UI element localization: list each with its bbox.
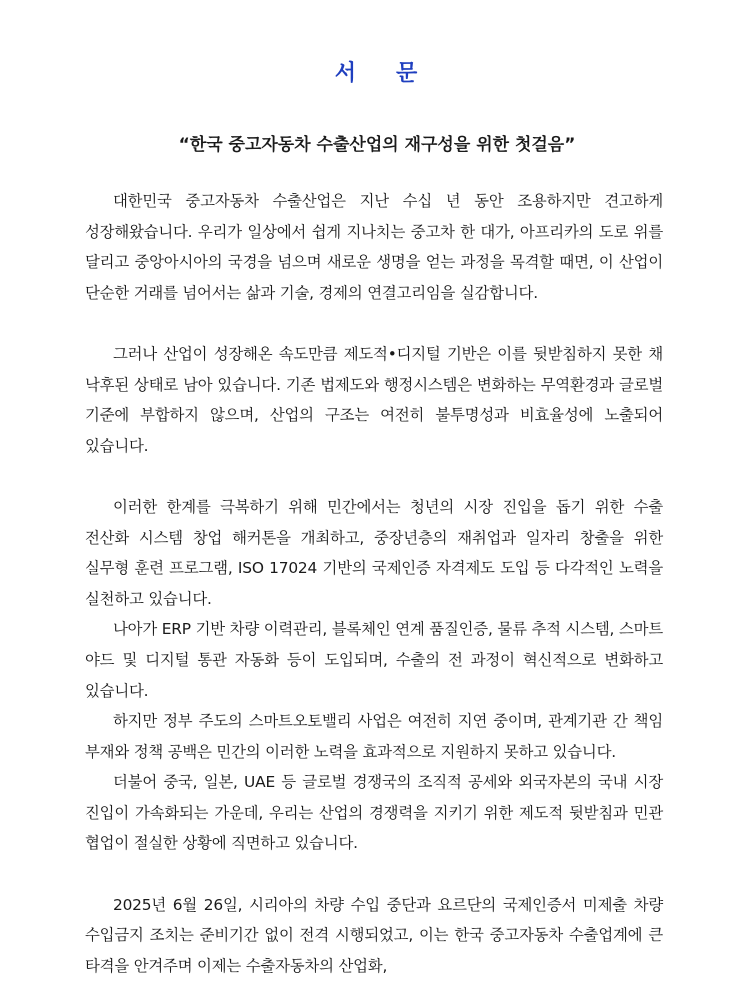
paragraph-intro: 대한민국 중고자동차 수출산업은 지난 수십 년 동안 조용하지만 견고하게 성장해왔습니다. 우리가 일상에서 쉽게 지나치는 중고차 한 대가, 아프리카의 도로 위를 달리고 중앙아시아의 국경을 넘으며 새로운 생명을 얻는 과정을 목격할 때면, 이 산업이 단순한 거래를 넘어서는 삶과 기술, 경제의 연결고리임을 실감합니다. xyxy=(85,192,663,302)
title-char: 문 xyxy=(396,61,420,86)
paragraph-import-ban: 2025년 6월 26일, 시리아의 차량 수입 중단과 요르단의 국제인증서 미제출 차량 수입금지 조치는 준비기간 없이 전격 시행되었고, 이는 한국 중고자동차 수출업계에 큰 타격을 안겨주며 이제는 수출자동차의 산업화, xyxy=(85,895,663,975)
paragraph-government-delay: 하지만 정부 주도의 스마트오토밸리 사업은 여전히 지연 중이며, 관계기관 간 책임 부재와 정책 공백은 민간의 이러한 노력을 효과적으로 지원하지 못하고 있습니다. xyxy=(85,712,663,761)
paragraph-global-competition: 더불어 중국, 일본, UAE 등 글로벌 경쟁국의 조직적 공세와 외국자본의 국내 시장 진입이 가속화되는 가운데, 우리는 산업의 경쟁력을 지키기 위한 제도적 뒷받침과 민관 협업이 절실한 상황에 직면하고 있습니다. xyxy=(85,773,663,853)
document-body xyxy=(85,186,663,981)
paragraph-innovation: 나아가 ERP 기반 차량 이력관리, 블록체인 연계 품질인증, 물류 추적 시스템, 스마트 야드 및 디지털 통관 자동화 등이 도입되며, 수출의 전 과정이 혁신적으로 변화하고 있습니다. xyxy=(85,620,663,700)
document-subtitle: “한국 중고자동차 수출산업의 재구성을 위한 첫걸음” xyxy=(178,135,576,155)
title-char: 서 xyxy=(334,61,358,86)
document-title xyxy=(0,56,754,87)
paragraph-private-efforts: 이러한 한계를 극복하기 위해 민간에서는 청년의 시장 진입을 돕기 위한 수출 전산화 시스템 창업 해커톤을 개최하고, 중장년층의 재취업과 일자리 창출을 위한 실무형 훈련 프로그램, ISO 17024 기반의 국제인증 자격제도 도입 등 다각적인 노력을 실천하고 있습니다. xyxy=(85,497,663,608)
paragraph-problem: 그러나 산업이 성장해온 속도만큼 제도적•디지털 기반은 이를 뒷받침하지 못한 채 낙후된 상태로 남아 있습니다. 기존 법제도와 행정시스템은 변화하는 무역환경과 글로벌 기준에 부합하지 않으며, 산업의 구조는 여전히 불투명성과 비효율성에 노출되어 있습니다. xyxy=(85,344,663,455)
